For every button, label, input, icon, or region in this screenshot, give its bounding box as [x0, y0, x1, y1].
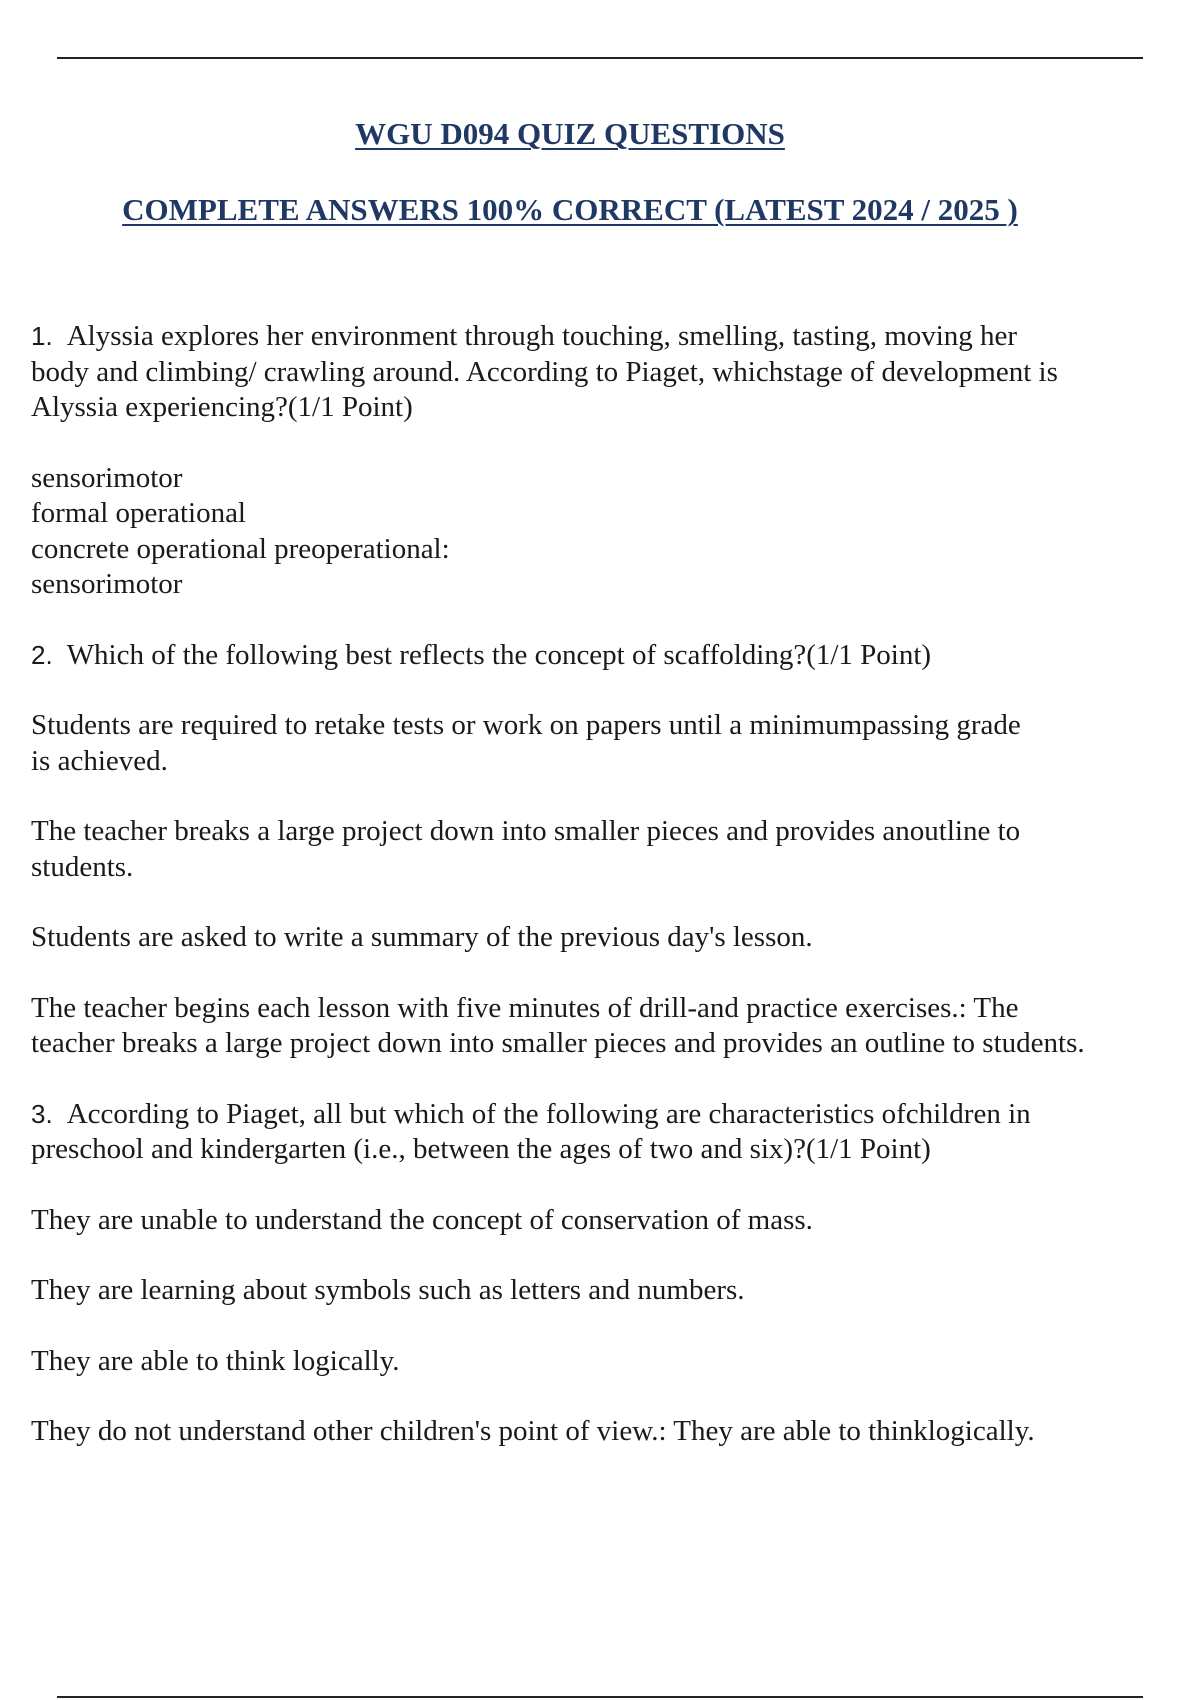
- answer-options: [31, 461, 1191, 603]
- question-number: 3.: [31, 1098, 53, 1129]
- document-title: WGU D094 QUIZ QUESTIONS: [355, 116, 785, 151]
- answer-option-line: teacher breaks a large project down into smaller pieces and provides an outline to students.: [31, 1027, 1085, 1059]
- question-number: 2.: [31, 639, 53, 670]
- quiz-content: [31, 319, 1191, 1450]
- question-3: [31, 1097, 1191, 1168]
- question-text: Alyssia experiencing?(1/1 Point): [31, 391, 413, 423]
- answer-option: sensorimotor: [31, 568, 183, 600]
- answer-option: [31, 920, 1191, 956]
- answer-option: They are learning about symbols such as letters and numbers.: [31, 1274, 745, 1306]
- answer-option: concrete operational preoperational:: [31, 532, 450, 565]
- answer-option: [31, 991, 1191, 1062]
- answer-option-line: The teacher breaks a large project down into smaller pieces and provides anoutline to: [31, 815, 1021, 847]
- question-1: [31, 319, 1191, 426]
- answer-option: They are unable to understand the concept of conservation of mass.: [31, 1203, 813, 1236]
- answer-option: [31, 814, 1191, 885]
- top-rule: [57, 57, 1143, 59]
- answer-option: They are able to think logically.: [31, 1344, 400, 1377]
- answer-option-line: Students are asked to write a summary of the previous day's lesson.: [31, 921, 813, 953]
- answer-option: formal operational: [31, 497, 246, 529]
- answer-option-line: students.: [31, 850, 134, 883]
- question-2: [31, 638, 1191, 674]
- question-text: body and climbing/ crawling around. According to Piaget, whichstage of development is: [31, 355, 1058, 388]
- question-number: 1.: [31, 321, 53, 351]
- bottom-rule: [57, 1696, 1143, 1698]
- question-text: According to Piaget, all but which of the following are characteristics ofchildren in: [66, 1097, 1031, 1130]
- answer-option: They do not understand other children's point of view.: They are able to thinklogically.: [31, 1415, 1035, 1447]
- question-text: Alyssia explores her environment through touching, smelling, tasting, moving her: [66, 320, 1018, 352]
- answer-option-line: Students are required to retake tests or work on papers until a minimumpassing grade: [31, 709, 1021, 741]
- answer-option-line: is achieved.: [31, 744, 168, 777]
- document-subtitle: COMPLETE ANSWERS 100% CORRECT (LATEST 2024 / 2025 ): [122, 192, 1018, 227]
- answer-option: sensorimotor: [31, 461, 183, 494]
- answer-option: [31, 708, 1191, 779]
- question-text: preschool and kindergarten (i.e., between the ages of two and six)?(1/1 Point): [31, 1133, 931, 1165]
- question-text: Which of the following best reflects the concept of scaffolding?(1/1 Point): [66, 638, 932, 671]
- answer-option-line: The teacher begins each lesson with five minutes of drill-and practice exercises.: The: [31, 991, 1019, 1024]
